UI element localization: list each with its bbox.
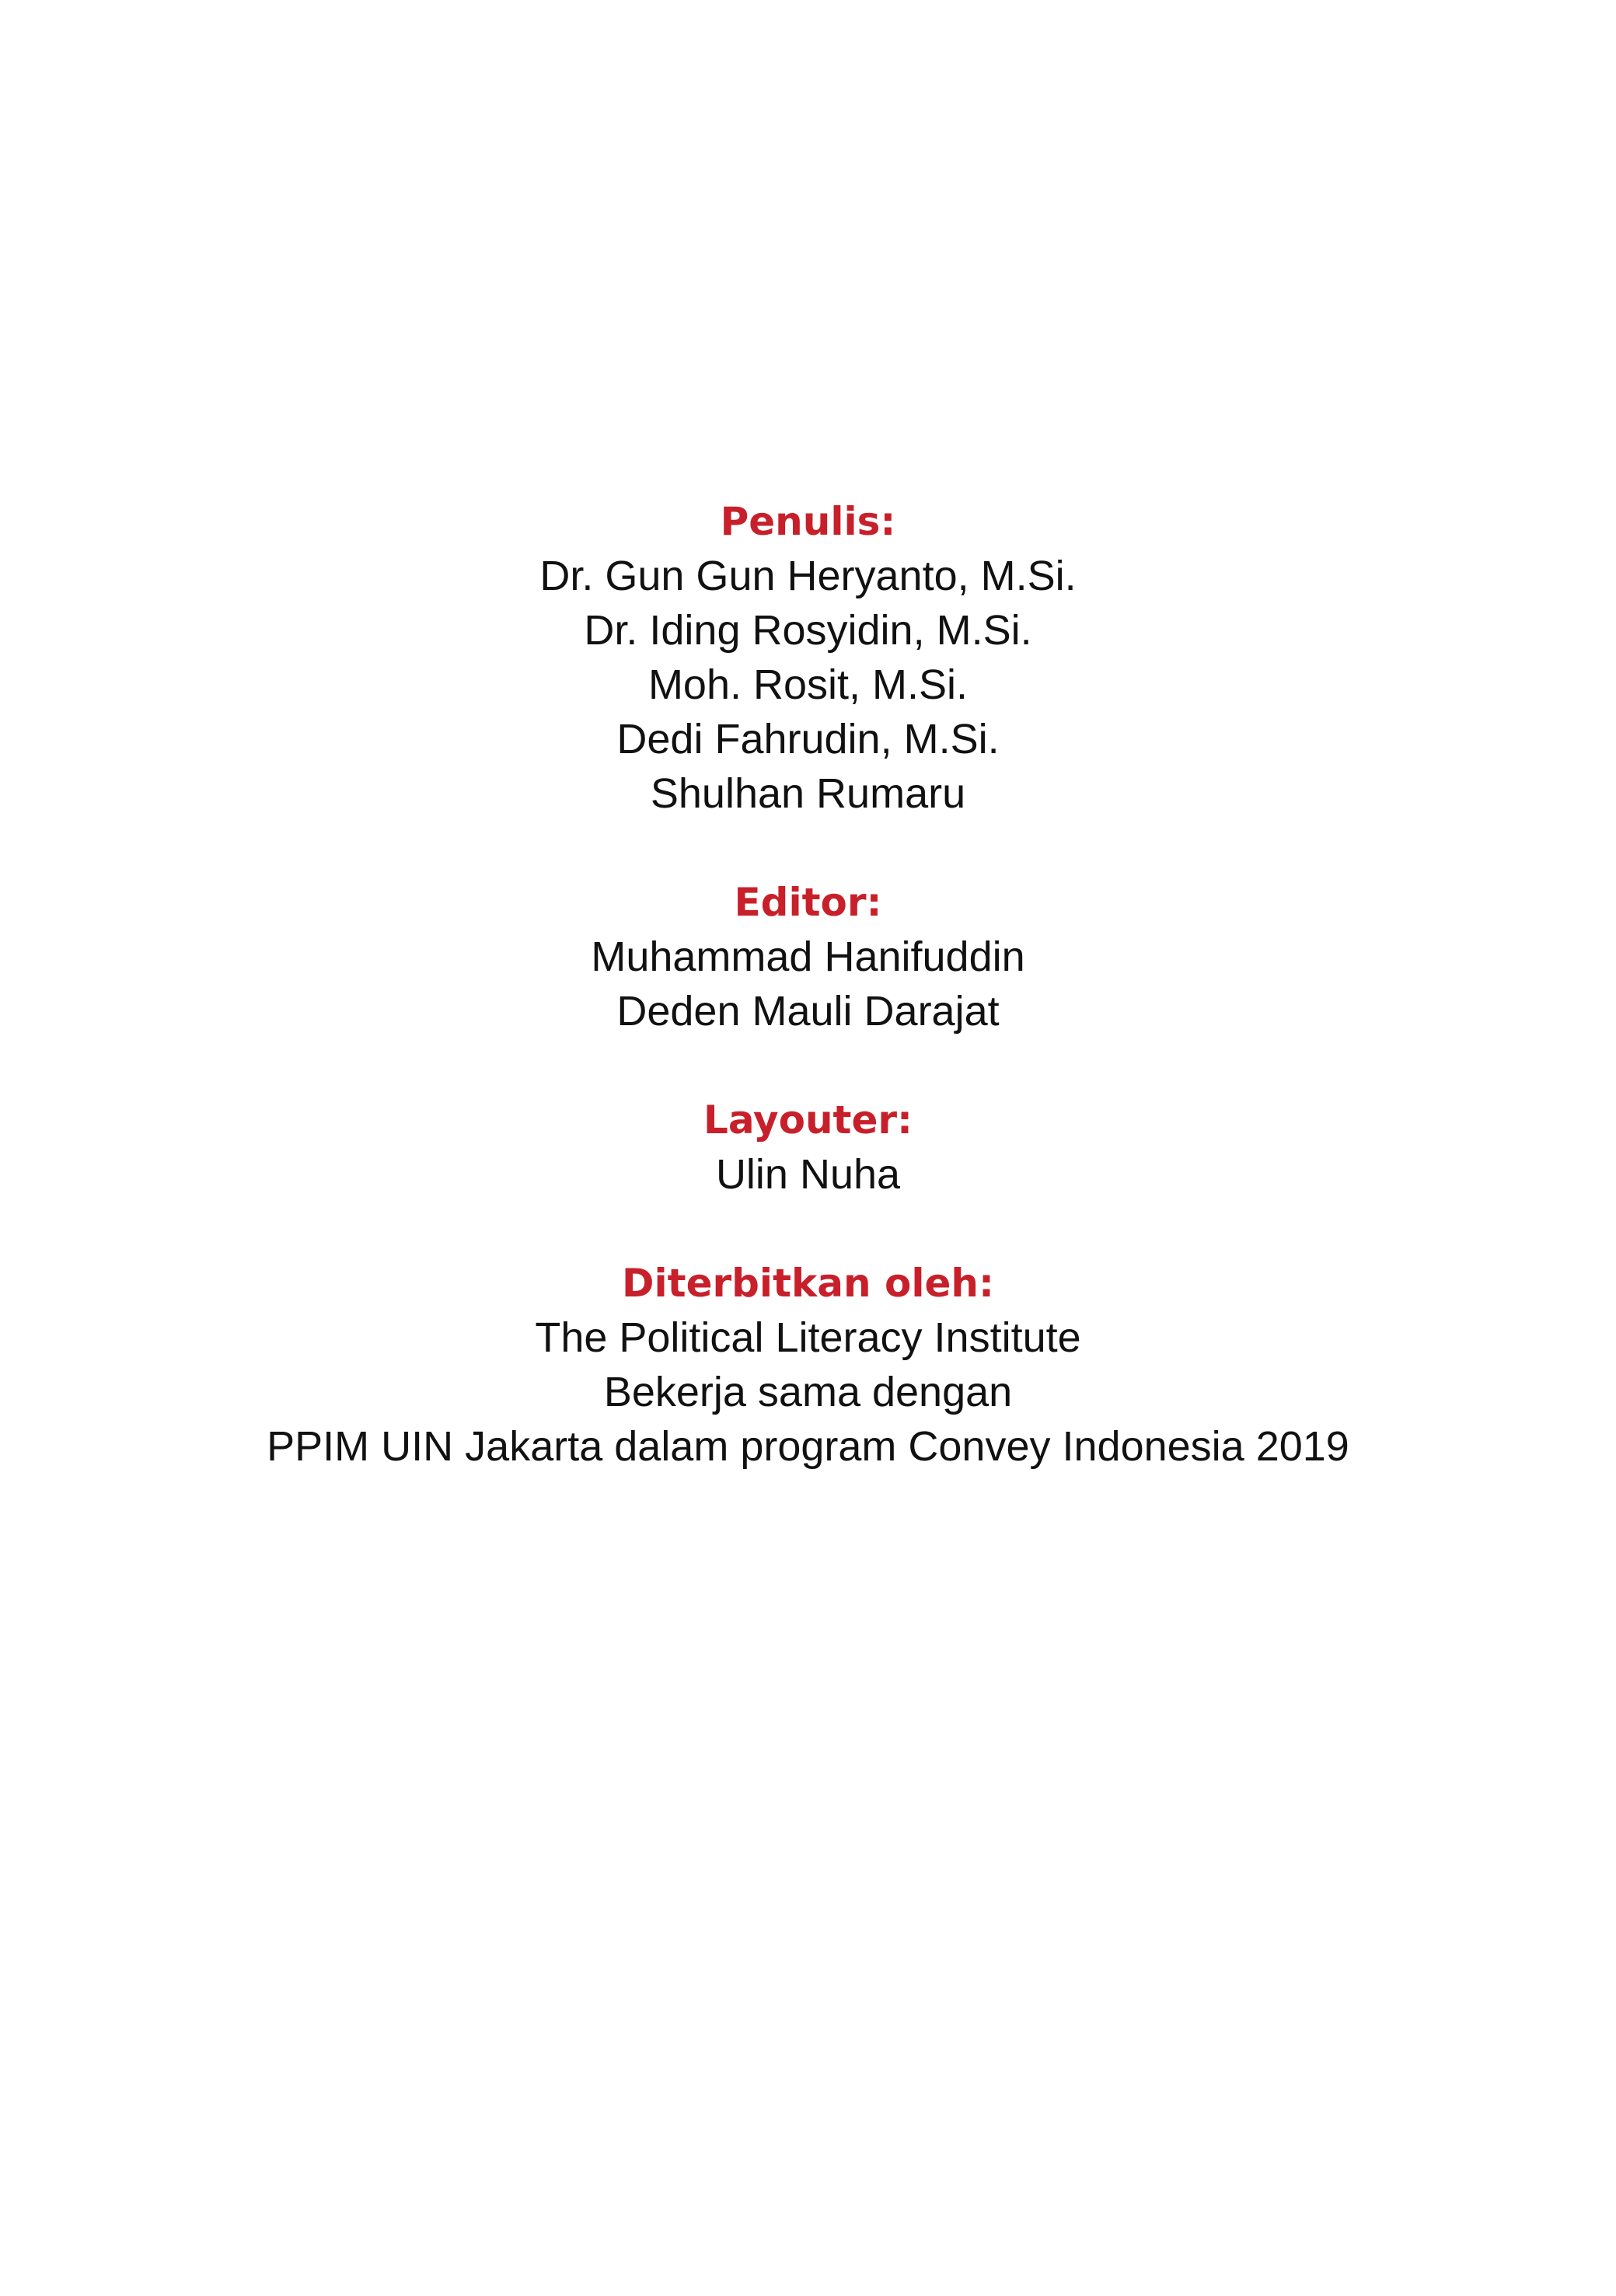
editor-name: Muhammad Hanifuddin xyxy=(591,933,1025,980)
editor-heading: Editor: xyxy=(734,880,882,925)
author-name: Shulhan Rumaru xyxy=(650,770,966,817)
author-name: Moh. Rosit, M.Si. xyxy=(647,661,969,708)
publisher-heading: Diterbitkan oleh: xyxy=(622,1261,994,1306)
layouter-heading: Layouter: xyxy=(703,1097,913,1143)
section-layouter xyxy=(0,1093,1616,1202)
author-name: Dr. Iding Rosyidin, M.Si. xyxy=(584,607,1032,654)
credits-block xyxy=(0,494,1616,1474)
layouter-name: Ulin Nuha xyxy=(715,1151,901,1198)
publisher-line: The Political Literacy Institute xyxy=(535,1314,1081,1361)
section-penulis xyxy=(0,494,1616,821)
author-name: Dedi Fahrudin, M.Si. xyxy=(616,716,1000,762)
penulis-heading: Penulis: xyxy=(720,499,896,544)
publisher-line: Bekerja sama dengan xyxy=(603,1369,1013,1415)
publisher-line: PPIM UIN Jakarta dalam program Convey Indonesia 2019 xyxy=(267,1423,1349,1470)
editor-name: Deden Mauli Darajat xyxy=(616,988,1000,1035)
section-publisher xyxy=(0,1256,1616,1474)
author-name: Dr. Gun Gun Heryanto, M.Si. xyxy=(539,553,1077,599)
section-editor xyxy=(0,875,1616,1038)
